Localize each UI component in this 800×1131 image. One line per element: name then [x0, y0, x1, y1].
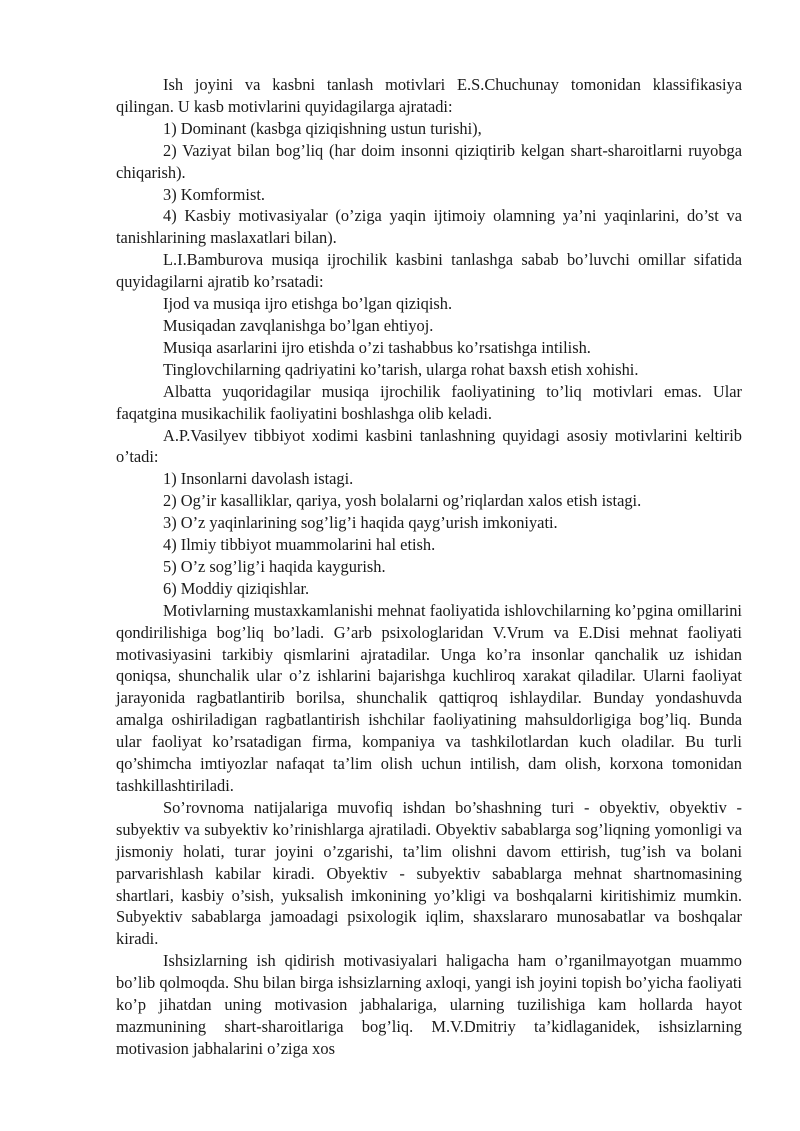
- list-item-dominant: 1) Dominant (kasbga qiziqishning ustun turishi),: [163, 118, 482, 138]
- paragraph-survey-results: So’rovnoma natijalariga muvofiq ishdan bo’shashning turi - obyektiv, obyektiv - subyektiv va subyektiv ko’rinishlarga ajratiladi. Obyektiv sabablarga sog’liqning yomonligi va jismoniy holati, turar joyini o’zgarishi, ta’lim olishni davom ettirish, tug’ish va bolani parvarishlash kabilar kiradi. Obyektiv - subyektiv sabablarga mehnat shartnomasining shartlari, kasbiy o’sish, yuksalish imkonining yo’kligi va boshqalarni kiritishimiz mumkin. Subyektiv sabablarga jamoadagi psixologik iqlim, shaxslararo munosabatlar va boshqalar kiradi.: [116, 797, 742, 949]
- list-item-relieve-pain: 2) Og’ir kasalliklar, qariya, yosh bolalarni og’riqlardan xalos etish istagi.: [163, 491, 642, 511]
- list-item-initiative: Musiqa asarlarini ijro etishda o’zi tashabbus ko’rsatishga intilish.: [163, 337, 591, 357]
- list-item-material-interests: 6) Moddiy qiziqishlar.: [163, 578, 310, 598]
- document-page: [116, 74, 742, 1060]
- paragraph-bamburova-intro: L.I.Bamburova musiqa ijrochilik kasbini tanlashga sabab bo’luvchi omillar sifatida quyidagilarni ajratib ko’rsatadi:: [116, 250, 742, 292]
- paragraph-motivation-strengthening: Motivlarning mustaxkamlanishi mehnat faoliyatida ishlovchilarning ko’pgina omillarini qondirilishiga bog’liq bo’ladi. G’arb psixologlaridan V.Vrum va E.Disi mehnat faoliyati motivasiyasini tarkibiy qismlarini ajratadilar. Unga ko’ra insonlar qanchalik uz ishidan qoniqsa, shunchalik ular o’z ishlarini bajarishga kuchliroq xarakat qiladilar. Ularni faoliyat jarayonida ragbatlantirib borilsa, shunchalik qattiqroq ishlaydilar. Bunday yondashuvda amalga oshiriladigan ragbatlantirish ishchilar faoliyatining mahsuldorligiga bog’liq. Bunda ular faoliyat ko’rsatadigan firma, kompaniya va tashkilotlardan kuch oladilar. Bu turli qo’shimcha imtiyozlar nafaqat ta’lim olish uchun intilish, dam olish, korxona tomonidan tashkillashtiriladi.: [116, 600, 742, 795]
- list-item-heal-people: 1) Insonlarni davolash istagi.: [163, 469, 354, 489]
- paragraph-music-motives-note: Albatta yuqoridagilar musiqa ijrochilik faoliyatining to’liq motivlari emas. Ular faqatgina musikachilik faoliyatini boshlashga olib keladi.: [116, 381, 742, 423]
- list-item-own-health: 5) O’z sog’lig’i haqida kaygurish.: [163, 556, 386, 576]
- list-item-conformist: 3) Komformist.: [163, 184, 265, 204]
- list-item-professional-motivation: 4) Kasbiy motivasiyalar (o’ziga yaqin ijtimoiy olamning ya’ni yaqinlarini, do’st va tanishlarining maslaxatlari bilan).: [116, 206, 742, 248]
- paragraph-vasilyev-intro: A.P.Vasilyev tibbiyot xodimi kasbini tanlashning quyidagi asosiy motivlarini keltirib o’tadi:: [116, 425, 742, 467]
- list-item-situational: 2) Vaziyat bilan bog’liq (har doim insonni qiziqtirib kelgan shart-sharoitlarni ruyobga chiqarish).: [116, 140, 742, 182]
- list-item-medical-science: 4) Ilmiy tibbiyot muammolarini hal etish.: [163, 535, 436, 555]
- list-item-music-enjoyment: Musiqadan zavqlanishga bo’lgan ehtiyoj.: [163, 315, 434, 335]
- list-item-family-health: 3) O’z yaqinlarining sog’lig’i haqida qayg’urish imkoniyati.: [163, 513, 558, 533]
- list-item-creativity: Ijod va musiqa ijro etishga bo’lgan qiziqish.: [163, 294, 453, 314]
- list-item-listeners: Tinglovchilarning qadriyatini ko’tarish, ularga rohat baxsh etish xohishi.: [163, 359, 639, 379]
- paragraph-chuchunay-intro: Ish joyini va kasbni tanlash motivlari E.S.Chuchunay tomonidan klassifikasiya qilingan. U kasb motivlarini quyidagilarga ajratadi:: [116, 75, 742, 116]
- paragraph-unemployed-motivation: Ishsizlarning ish qidirish motivasiyalari haligacha ham o’rganilmayotgan muammo bo’lib qolmoqda. Shu bilan birga ishsizlarning axloqi, yangi ish joyini topish bo’yicha faoliyati ko’p jihatdan uning motivasion jabhalariga, ularning tuzilishiga kam hollarda hayot mazmunining shart-sharoitlariga bog’liq. M.V.Dmitriy ta’kidlaganidek, ishsizlarning motivasion jabhalarini o’ziga xos: [116, 951, 742, 1058]
